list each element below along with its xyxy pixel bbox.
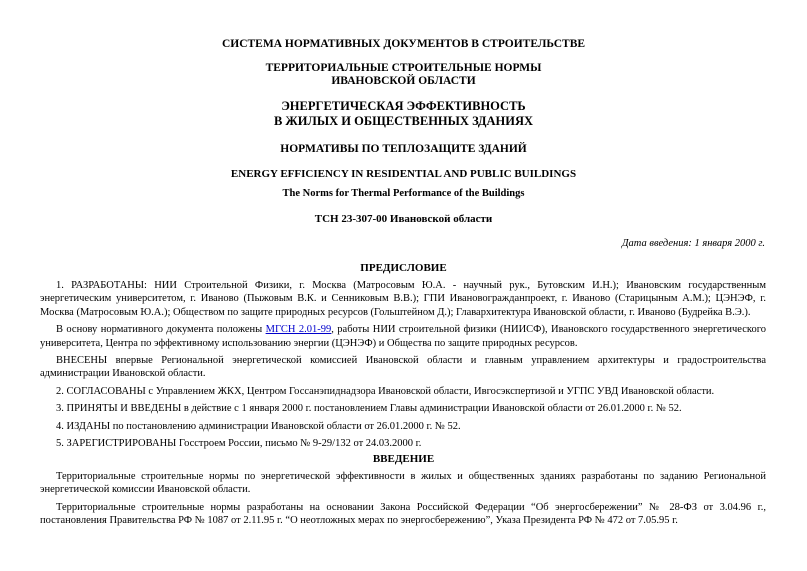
territorial-norms-line1: ТЕРРИТОРИАЛЬНЫЕ СТРОИТЕЛЬНЫЕ НОРМЫ [265,62,542,74]
preface-item-2: 2. СОГЛАСОВАНЫ с Управлением ЖКХ, Центром Госсанэпиднадзора Ивановской области, Ивгосэкспертизой и УГПС УВД Ивановской области. [56,385,715,397]
preface-heading: ПРЕДИСЛОВИЕ [360,262,447,274]
document-subtitle-en: The Norms for Thermal Performance of the Buildings [282,188,525,199]
preface-item-3: 3. ПРИНЯТЫ И ВВЕДЕНЫ в действие с 1 января 2000 г. постановлением Главы администрации Ивановской области от 26.01.2000 г. № 52. [56,403,682,415]
introduction-paragraph-2: Территориальные строительные нормы разработаны на основании Закона Российской Федерации “Об энергосбережении” № 28-ФЗ от 3.04.96 г., постановления Правительства РФ № 1087 от 2.11.95 г. “О неотложных мерах по энергосбережению”, Указа Президента РФ № 472 от 7.05.95 г. [40,501,766,527]
preface-body [40,279,766,450]
introduction-paragraph-1: Территориальные строительные нормы по энергетической эффективности в жилых и общественных зданиях разработаны по заданию Региональной энергетической комиссии Ивановской области. [40,471,766,496]
system-title: СИСТЕМА НОРМАТИВНЫХ ДОКУМЕНТОВ В СТРОИТЕЛЬСТВЕ [221,38,586,50]
document-title-en: ENERGY EFFICIENCY IN RESIDENTIAL AND PUBLIC BUILDINGS [230,168,577,180]
introduction-heading: ВВЕДЕНИЕ [372,453,435,465]
preface-basis-paragraph [40,323,766,350]
preface-submitted: ВНЕСЕНЫ впервые Региональной энергетической комиссией Ивановской области и главным управлением архитектуры и градостроительства администрации Ивановской области. [40,355,766,380]
document-subtitle: НОРМАТИВЫ ПО ТЕПЛОЗАЩИТЕ ЗДАНИЙ [280,143,527,155]
introduction-date: Дата введения: 1 января 2000 г. [621,238,765,249]
preface-item-5: 5. ЗАРЕГИСТРИРОВАНЫ Госстроем России, письмо № 9-29/132 от 24.03.2000 г. [56,438,422,450]
mgsn-link[interactable]: МГСН 2.01-99 [265,324,332,336]
territorial-norms-line2: ИВАНОВСКОЙ ОБЛАСТИ [331,75,476,87]
preface-basis-text-before: В основу нормативного документа положены [56,324,266,336]
introduction-body [40,470,766,528]
document-code: ТСН 23-307-00 Ивановской области [314,213,493,225]
preface-item-4: 4. ИЗДАНЫ по постановлению администрации Ивановской области от 26.01.2000 г. № 52. [56,420,461,432]
document-title-line2: В ЖИЛЫХ И ОБЩЕСТВЕННЫХ ЗДАНИЯХ [273,114,534,128]
preface-basis-text-after: , работы НИИ строительной физики (НИИСФ), Ивановского государственного энергетического университета, Центра по эффективному использованию энергии (ЦЭНЭФ) и Общества по защите природных ресурсов. [40,324,766,349]
document-title-line1: ЭНЕРГЕТИЧЕСКАЯ ЭФФЕКТИВНОСТЬ [281,99,526,113]
preface-item-1: 1. РАЗРАБОТАНЫ: НИИ Строительной Физики, г. Москва (Матросовым Ю.А. - научный рук., Бутовским И.Н.); Ивановским государственным энергетическим университетом, г. Иваново (Пыжовым В.К. и Сенниковым В.В.); ГПИ Ивановогражданпроект, г. Иваново (Старицыным А.М.); ЦЭНЭФ, г. Москва (Матросовым Ю.А.); Обществом по защите природных ресурсов (Гольштейном Д.); Главархитектура Ивановской области, г. Иваново (Будрейка В.Э.). [40,280,766,318]
